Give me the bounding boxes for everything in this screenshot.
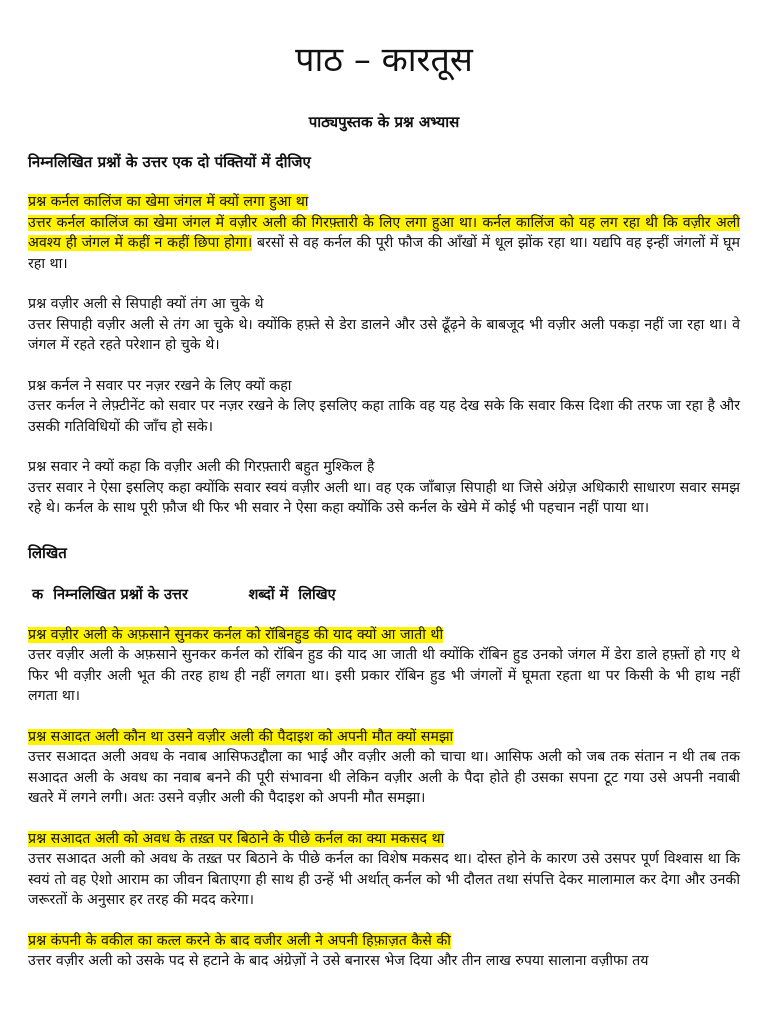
qa-block-5 — [28, 625, 740, 707]
answer: उत्तर सआदत अली अवध के नवाब आसिफउद्दौला का भाई और वज़ीर अली को चाचा था। आसिफ अली को जब तक संतान न थी तब तक सआदत अली के अवध का नवाब बनने की पूरी संभावना थी लेकिन वज़ीर अली के पैदा होते ही उसका सपना टूट गया उसे अपनी नवाबी खतरे में लगने लगी। अतः उसने वज़ीर अली की पैदाइश को अपनी मौत समझा। — [28, 749, 740, 806]
qa-block-7 — [28, 829, 740, 911]
question: प्रश्न सवार ने क्यों कहा कि वज़ीर अली की गिरफ़्तारी बहुत मुश्किल है — [28, 459, 375, 475]
answer: उत्तर वज़ीर अली को उसके पद से हटाने के बाद अंग्रेज़ों ने उसे बनारस भेज दिया और तीन लाख रुपया सालाना वज़ीफा तय — [28, 953, 649, 969]
sub-instruction: क निम्नलिखित प्रश्नों के उत्तर शब्दों में लिखिए — [32, 586, 336, 603]
question — [28, 727, 740, 748]
question: प्रश्न कर्नल ने सवार पर नज़र रखने के लिए क्यों कहा — [28, 377, 292, 394]
question — [28, 931, 740, 952]
question — [28, 625, 740, 646]
highlighted-question: प्रश्न कर्नल कालिंज का खेमा जंगल में क्यों लगा हुआ था — [28, 194, 309, 210]
qa-block-8 — [28, 931, 740, 972]
section-heading: लिखित — [28, 543, 67, 562]
qa-block-1 — [28, 192, 740, 274]
page-title: पाठ – कारतूस — [295, 40, 473, 80]
qa-block-4 — [28, 457, 740, 519]
answer: उत्तर वज़ीर अली के अफ़साने सुनकर कर्नल को रॉबिन हुड की याद आ जाती थी क्योंकि रॉबिन हुड उनको जंगल में डेरा डाले हफ़्तों हो गए थे फिर भी वज़ीर अली भूत की तरह हाथ ही नहीं लगता था। इसी प्रकार रॉबिन हुड भी जंगलों में घूमता रहता था पर किसी के भी हाथ नहीं लगता था। — [28, 647, 740, 704]
question — [28, 192, 740, 213]
answer: उत्तर सवार ने ऐसा इसलिए कहा क्योंकि सवार स्वयं वज़ीर अली था। वह एक जाँबाज़ सिपाही था जिसे अंग्रेज़ अधिकारी साधारण सवार समझ रहे थे। कर्नल के साथ पूरी फ़ौज थी फिर भी सवार ने ऐसा कहा क्योंकि उसे कर्नल के खेमे में कोई भी पहचान नहीं पाया था। — [28, 479, 740, 516]
highlighted-question: प्रश्न सआदत अली को अवध के तख़्त पर बिठाने के पीछे कर्नल का क्या मकसद था — [28, 830, 445, 847]
qa-block-2 — [28, 294, 740, 356]
answer: उत्तर कर्नल ने लेफ़्टीनेंट को सवार पर नज़र रखने के लिए इसलिए कहा ताकि वह यह देख सके कि सवार किस दिशा की तरफ जा रहा है और उसकी गतिविधियों की जाँच हो सके। — [28, 398, 740, 435]
highlighted-question: प्रश्न सआदत अली कौन था उसने वज़ीर अली की पैदाइश को अपनी मौत क्यों समझा — [28, 728, 454, 745]
highlighted-question: प्रश्न वज़ीर अली के अफ़साने सुनकर कर्नल को रॉबिनहुड की याद क्यों आ जाती थी — [28, 626, 444, 643]
page-subtitle: पाठ्यपुस्तक के प्रश्न अभ्यास — [308, 113, 460, 131]
question: प्रश्न वज़ीर अली से सिपाही क्यों तंग आ चुके थे — [28, 296, 264, 312]
highlighted-answer: उत्तर कर्नल कालिंज का खेमा जंगल में वज़ीर अली की गिरफ़्तारी के लिए लगा हुआ था। कर्नल कालिंज को यह लग रहा थी कि वज़ीर अली अवश्य ही जंगल में कहीं न कहीं छिपा होगा। — [28, 214, 740, 251]
answer — [28, 213, 740, 275]
highlighted-question: प्रश्न कंपनी के वकील का कत्ल करने के बाद वजीर अली ने अपनी हिफ़ाज़त कैसे की — [28, 932, 451, 949]
qa-block-6 — [28, 727, 740, 809]
answer: उत्तर सिपाही वज़ीर अली से तंग आ चुके थे। क्योंकि हफ़्ते से डेरा डालने और उसे ढूँढ़ने के बाबजूद भी वज़ीर अली पकड़ा नहीं जा रहा था। वे जंगल में रहते रहते परेशान हो चुके थे। — [28, 316, 740, 353]
answer: उत्तर सआदत अली को अवध के तख़्त पर बिठाने के पीछे कर्नल का विशेष मकसद था। दोस्त होने के कारण उसे उसपर पूर्ण विश्वास था कि स्वयं तो वह ऐशो आराम का जीवन बिताएगा ही साथ ही उन्हें भी अर्थात् कर्नल को भी दौलत तथा संपत्ति देकर मालामाल कर देगा और उनकी जरूरतों के अनुसार हर तरह की मदद करेगा। — [28, 851, 740, 908]
instruction-heading: निम्नलिखित प्रश्नों के उत्तर एक दो पंक्तियों में दीजिए — [28, 153, 311, 171]
question — [28, 829, 740, 850]
answer-text: बरसों से वह कर्नल की पूरी फौज की आँखों में धूल झोंक रहा था। यद्यपि वह इन्हीं जंगलों में घूम रहा था। — [28, 235, 740, 272]
qa-block-3 — [28, 376, 740, 438]
